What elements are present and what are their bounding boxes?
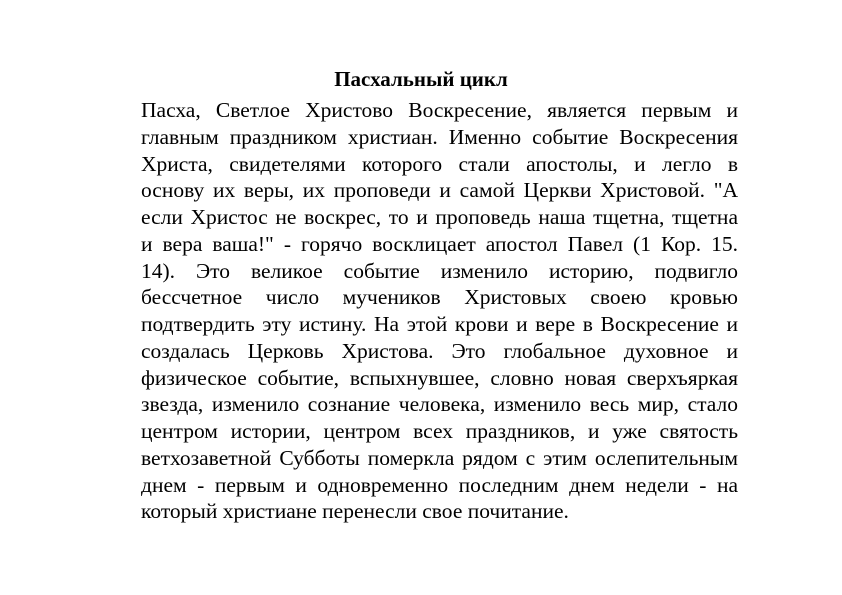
text-line: создалась Церковь Христова. Это глобальное духовное и: [141, 338, 738, 363]
text-line: Пасха, Светлое Христово Воскресение, является первым и: [141, 98, 738, 122]
text-line: и вера ваша!" - горячо восклицает апостол Павел (1 Кор. 15.: [141, 231, 738, 256]
text-line: центром истории, центром всех праздников, и уже святость: [141, 419, 738, 443]
text-line: бессчетное число мучеников Христовых своею кровью: [141, 285, 738, 310]
text-line: основу их веры, их проповеди и самой Церкви Христовой. "А: [141, 178, 738, 203]
document-title: Пасхальный цикл: [334, 67, 508, 91]
text-line: физическое событие, вспыхнувшее, словно новая сверхъяркая: [141, 365, 738, 390]
text-line: главным праздником христиан. Именно событие Воскресения: [141, 124, 738, 149]
text-line: Христа, свидетелями которого стали апостолы, и легло в: [141, 151, 738, 176]
text-line: звезда, изменило сознание человека, изменило весь мир, стало: [141, 392, 738, 417]
text-line: ветхозаветной Субботы померкла рядом с этим ослепительным: [141, 445, 738, 470]
document-body: [141, 97, 738, 525]
text-line: днем - первым и одновременно последним днем недели - на: [141, 472, 738, 497]
text-line: который христиане перенесли свое почитание.: [141, 499, 569, 524]
text-line: подтвердить эту истину. На этой крови и вере в Воскресение и: [141, 312, 738, 336]
text-line: 14). Это великое событие изменило историю, подвигло: [141, 258, 738, 283]
text-line: если Христос не воскрес, то и проповедь наша тщетна, тщетна: [141, 205, 738, 229]
